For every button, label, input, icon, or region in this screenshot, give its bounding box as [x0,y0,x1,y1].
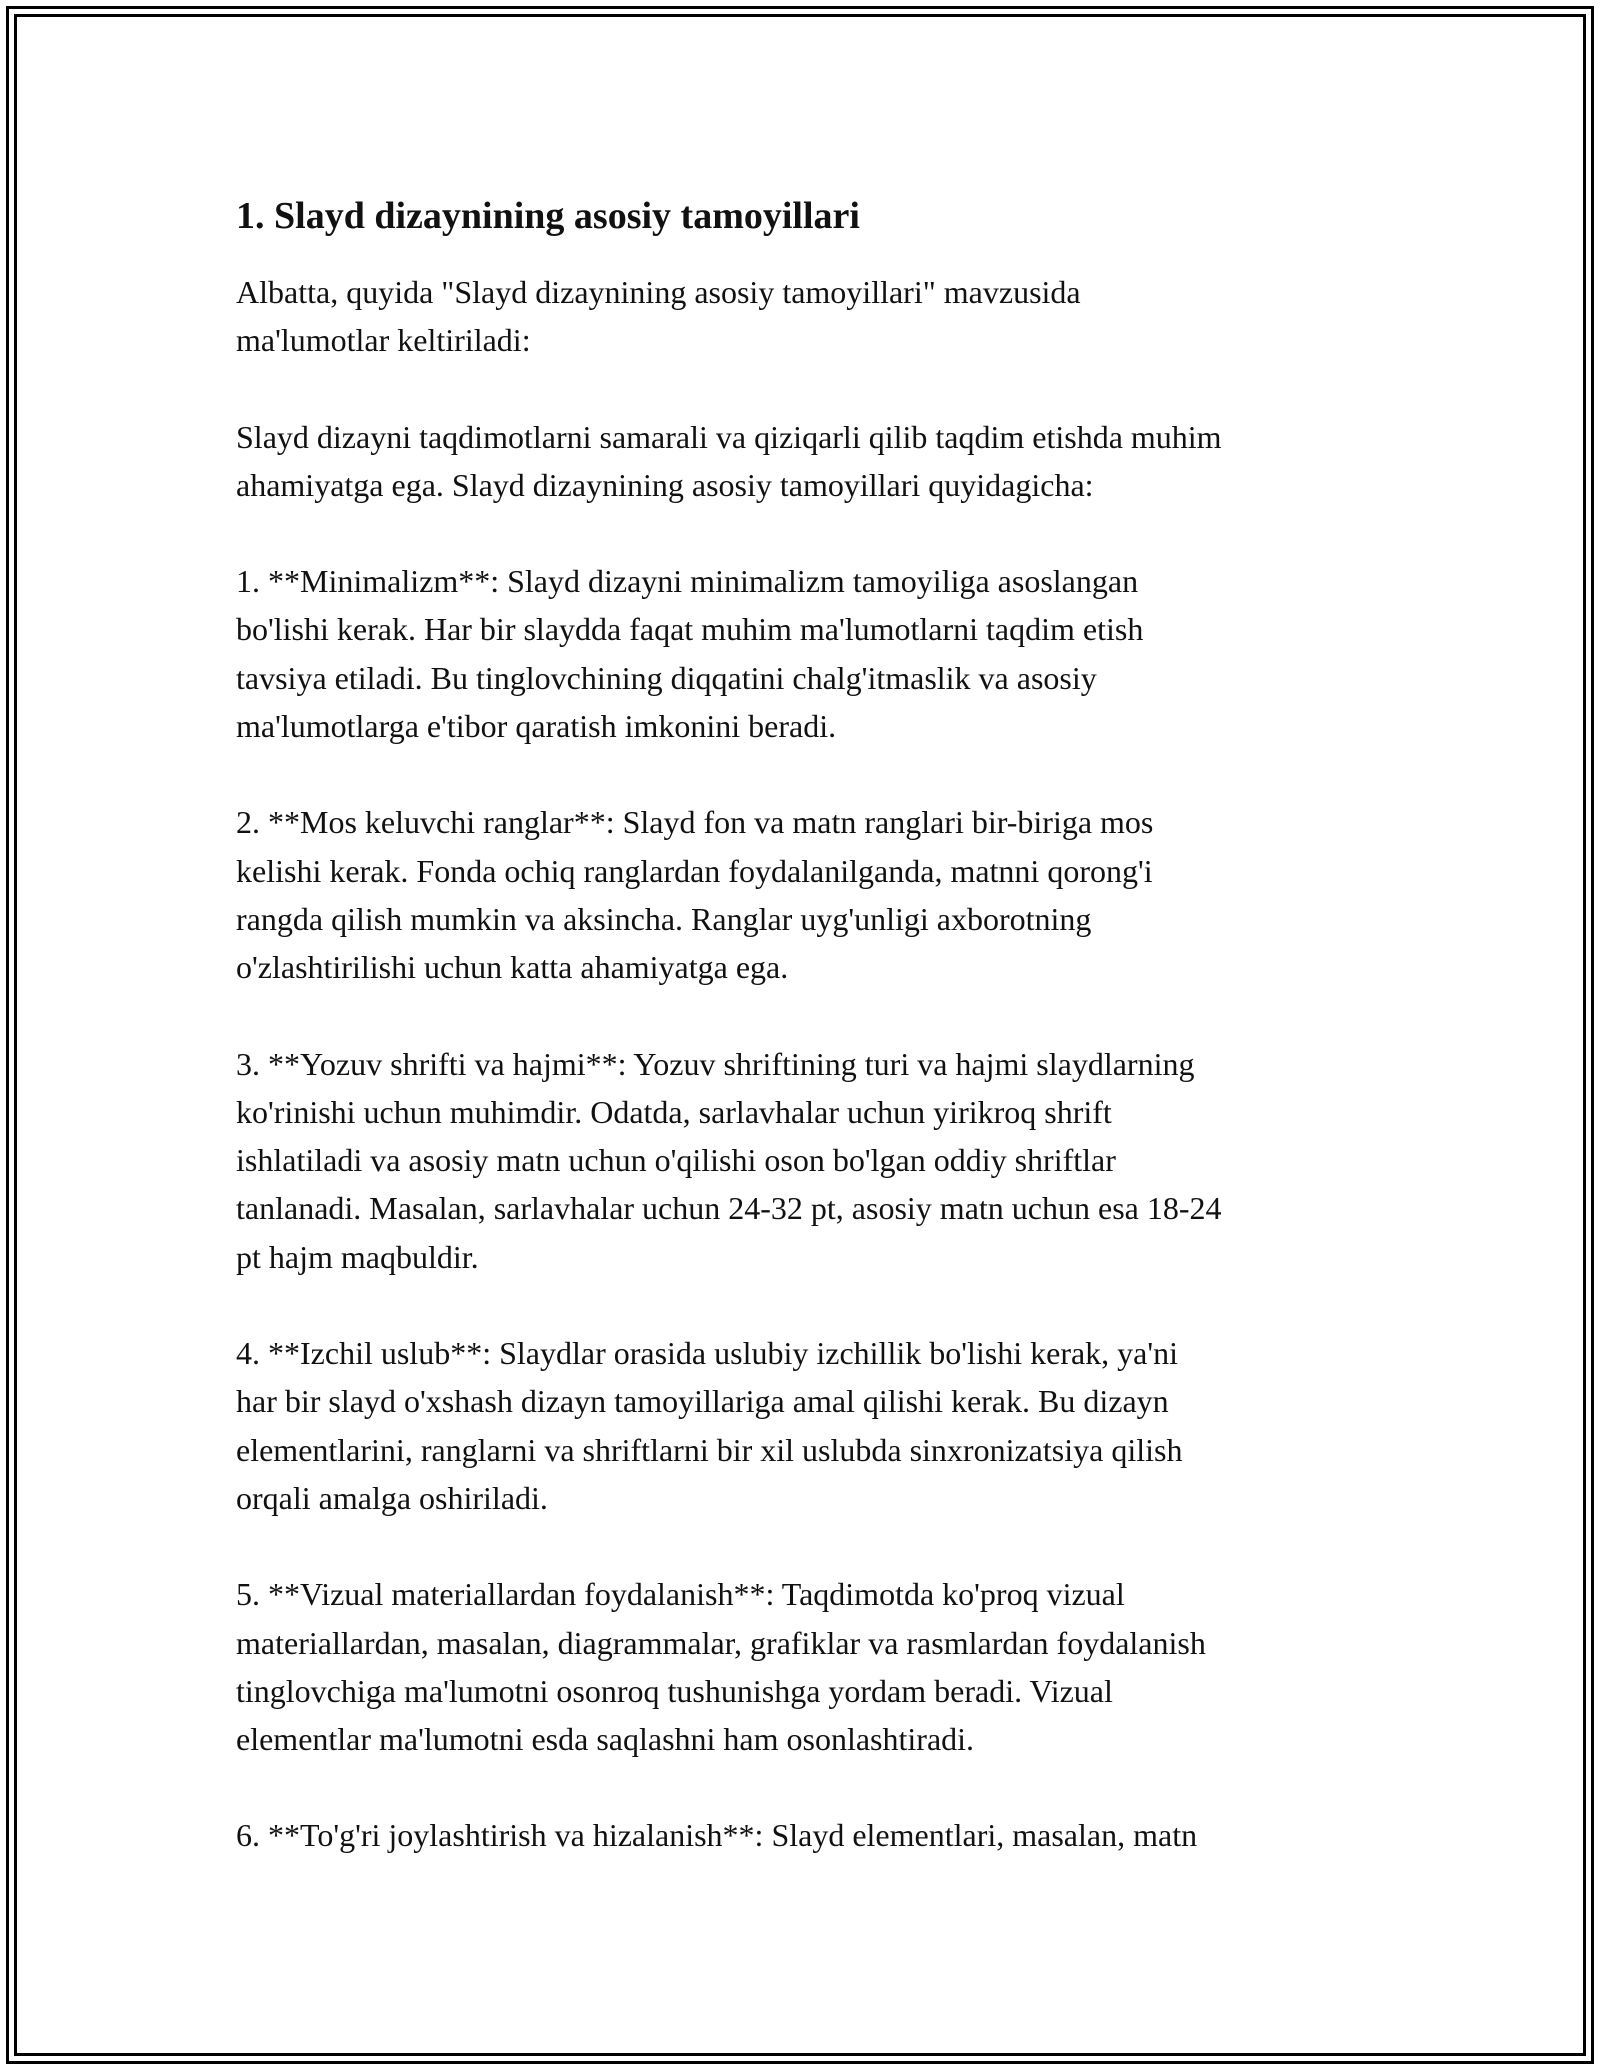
text-line: tanlanadi. Masalan, sarlavhalar uchun 24-32 pt, asosiy matn uchun esa 18-24 [236,1190,1222,1227]
text-line: orqali amalga oshiriladi. [236,1479,548,1516]
text-line: kelishi kerak. Fonda ochiq ranglardan foydalanilganda, matnni qorong'i [236,852,1153,889]
list-item-alignment [236,1811,1376,1859]
text-line: ma'lumotlar keltiriladi: [236,322,531,359]
text-line: 4. **Izchil uslub**: Slaydlar orasida uslubiy izchillik bo'lishi kerak, ya'ni [236,1335,1179,1372]
list-item-minimalism [236,557,1376,750]
list-item-colors [236,798,1376,991]
text-line: 6. **To'g'ri joylashtirish va hizalanish**: Slayd elementlari, masalan, matn [236,1817,1198,1854]
text-line: 5. **Vizual materiallardan foydalanish**: Taqdimotda ko'proq vizual [236,1576,1125,1613]
document-body [236,186,1376,1860]
text-line: pt hajm maqbuldir. [236,1238,479,1275]
text-line: ma'lumotlarga e'tibor qaratish imkonini beradi. [236,708,837,745]
text-line: tinglovchiga ma'lumotni osonroq tushunishga yordam beradi. Vizual [236,1672,1113,1709]
text-line: bo'lishi kerak. Har bir slaydda faqat muhim ma'lumotlarni taqdim etish [236,611,1144,648]
text-line: ishlatiladi va asosiy matn uchun o'qilishi oson bo'lgan oddiy shriftlar [236,1142,1116,1179]
text-line: ko'rinishi uchun muhimdir. Odatda, sarlavhalar uchun yirikroq shrift [236,1093,1112,1130]
text-line: elementlarini, ranglarni va shriftlarni bir xil uslubda sinxronizatsiya qilish [236,1431,1183,1468]
list-item-fonts [236,1040,1376,1281]
text-line: rangda qilish mumkin va aksincha. Ranglar uyg'unligi axborotning [236,900,1092,937]
text-line: ahamiyatga ega. Slayd dizaynining asosiy tamoyillari quyidagicha: [236,466,1094,503]
text-line: elementlar ma'lumotni esda saqlashni ham osonlashtiradi. [236,1721,975,1758]
text-line: materiallardan, masalan, diagrammalar, grafiklar va rasmlardan foydalanish [236,1624,1206,1661]
text-line: 3. **Yozuv shrifti va hajmi**: Yozuv shriftining turi va hajmi slaydlarning [236,1045,1195,1082]
document-title: 1. Slayd dizaynining asosiy tamoyillari [236,195,860,237]
text-line: 2. **Mos keluvchi ranglar**: Slayd fon va matn ranglari bir-biriga mos [236,804,1154,841]
text-line: 1. **Minimalizm**: Slayd dizayni minimalizm tamoyiliga asoslangan [236,563,1139,600]
text-line: tavsiya etiladi. Bu tinglovchining diqqatini chalg'itmaslik va asosiy [236,659,1097,696]
text-line: Slayd dizayni taqdimotlarni samarali va qiziqarli qilib taqdim etishda muhim [236,418,1222,455]
list-item-consistent-style [236,1329,1376,1522]
overview-paragraph [236,413,1376,510]
text-line: har bir slayd o'xshash dizayn tamoyillariga amal qilishi kerak. Bu dizayn [236,1383,1169,1420]
list-item-visual-materials [236,1570,1376,1763]
text-line: o'zlashtirilishi uchun katta ahamiyatga ega. [236,949,789,986]
text-line: Albatta, quyida "Slayd dizaynining asosiy tamoyillari" mavzusida [236,274,1081,310]
intro-paragraph [236,268,1376,365]
